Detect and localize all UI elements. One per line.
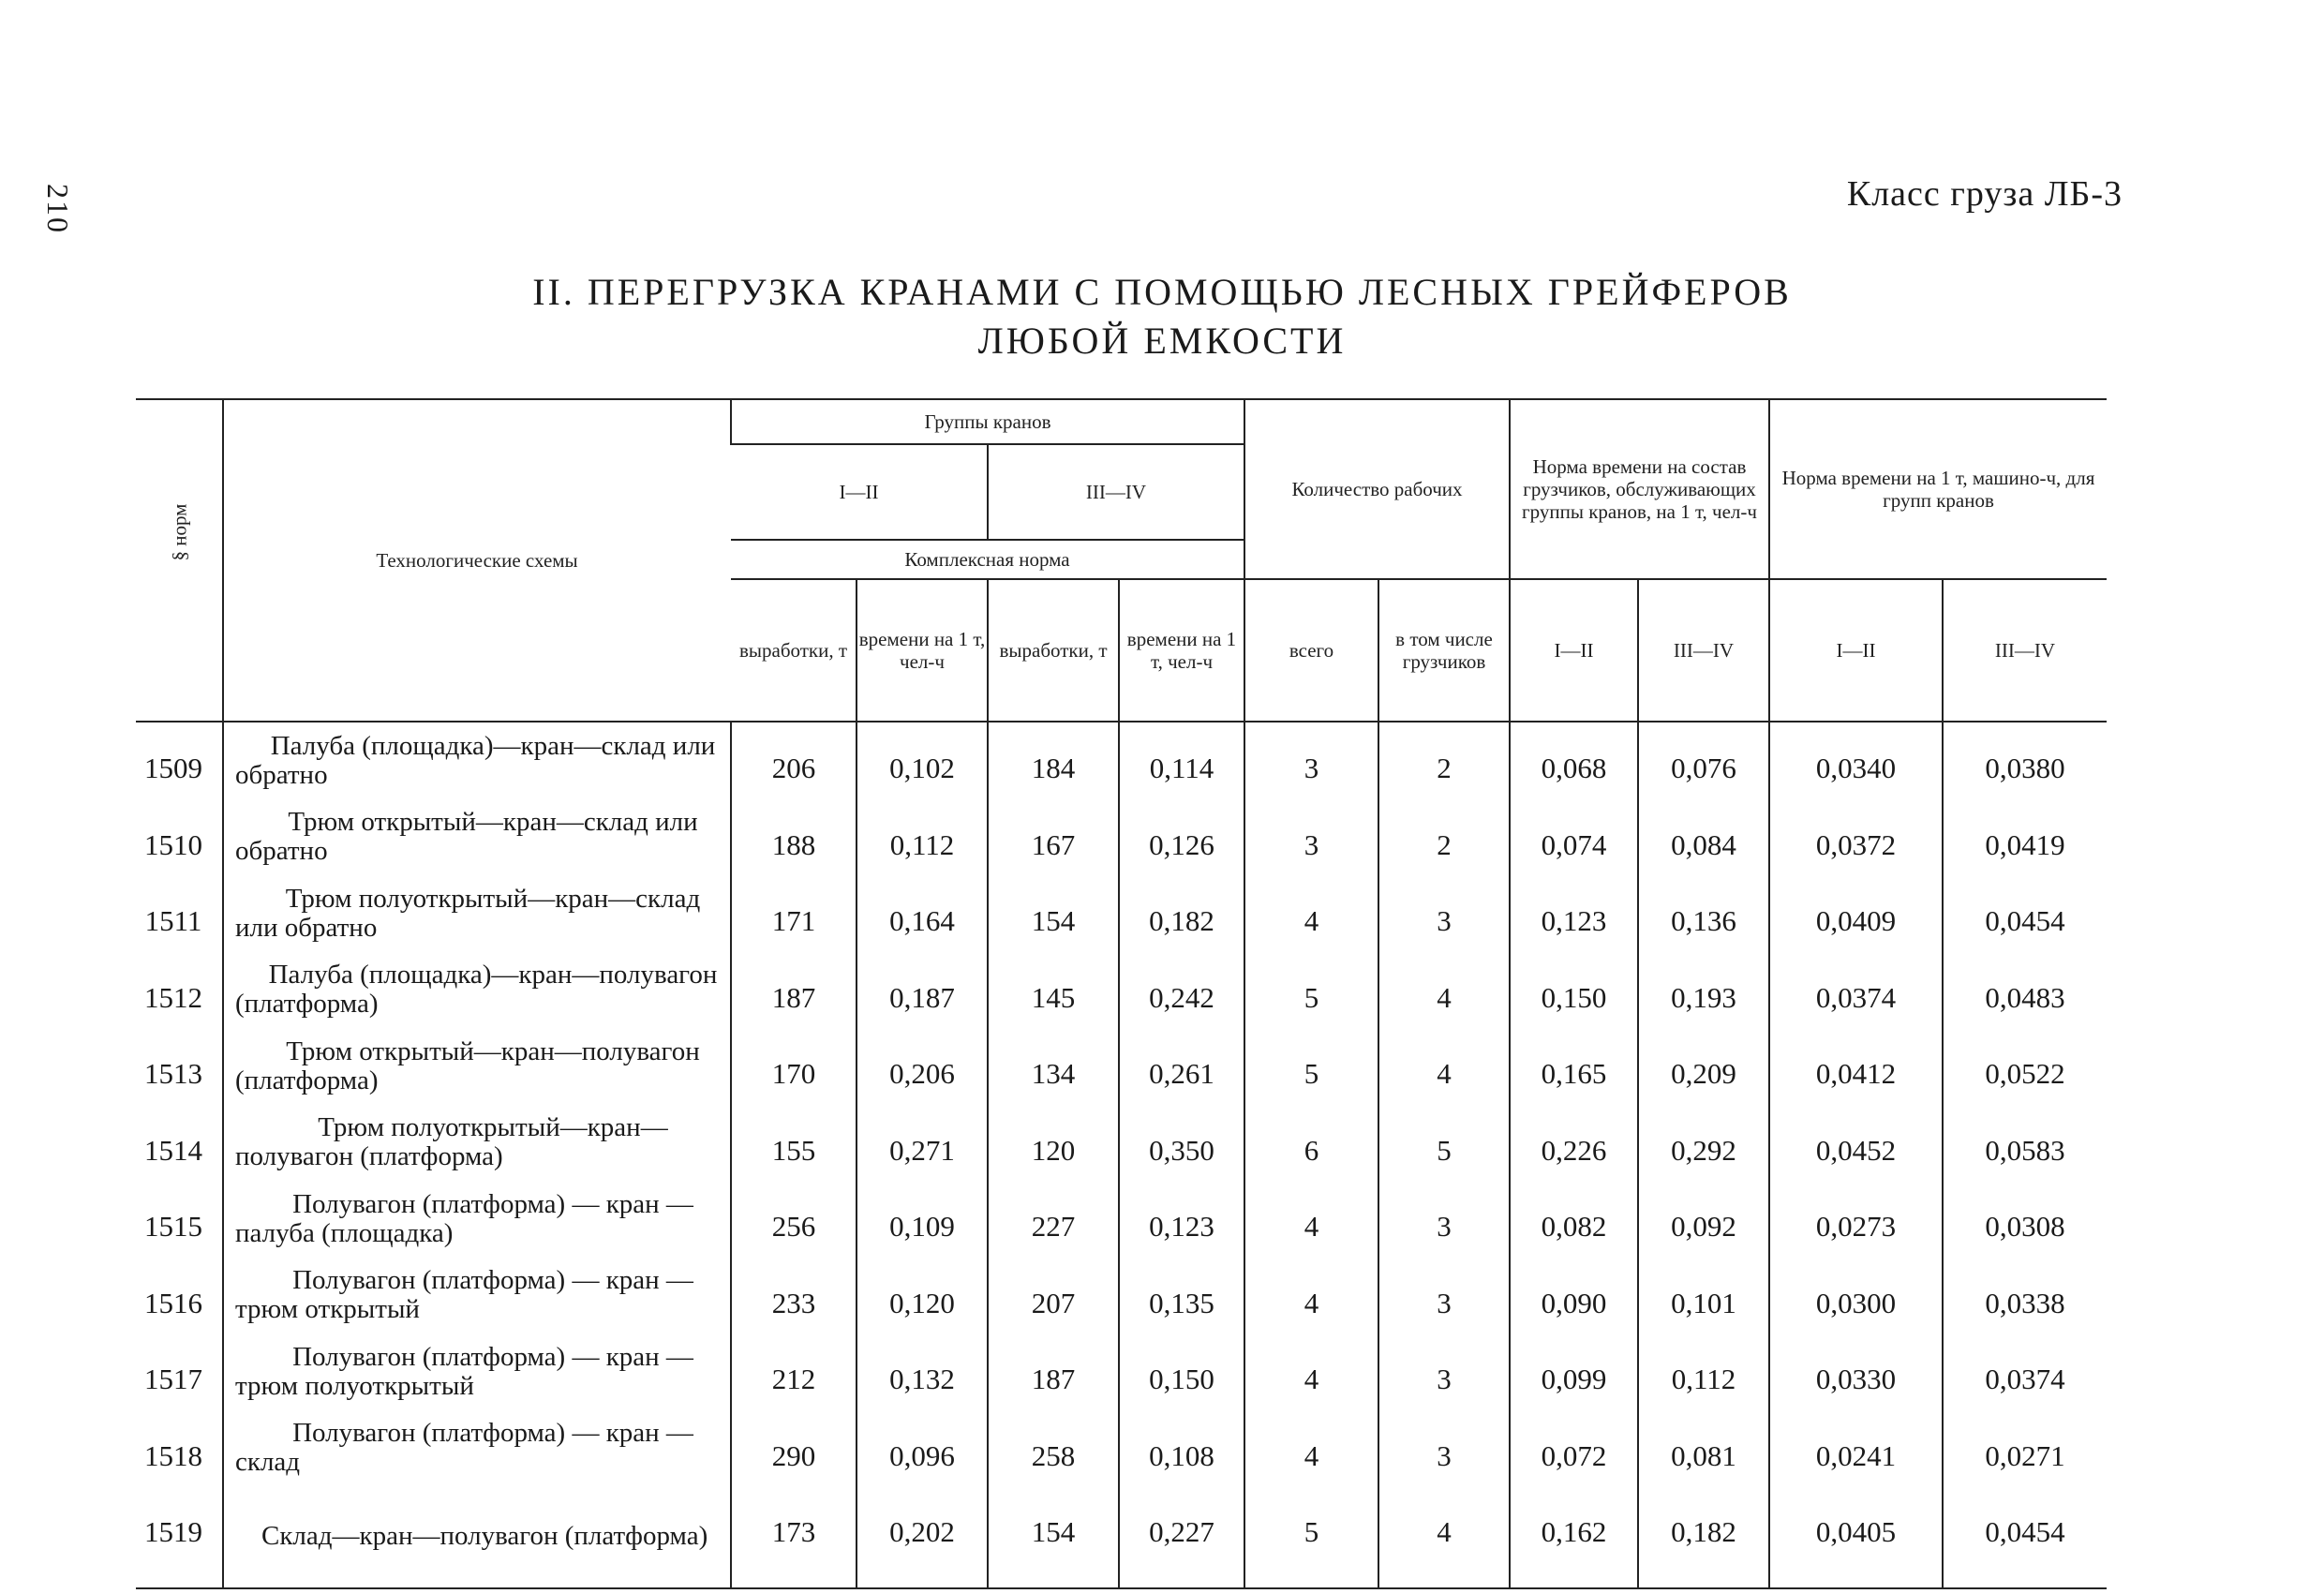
time-1-2: 0,096 [857,1410,988,1487]
norm-number: 1516 [144,1286,202,1319]
machine-time-3-4: 0,0454 [1943,875,2107,952]
workers-total-header: всего [1244,579,1378,722]
workers-total: 4 [1244,1258,1378,1334]
time-3-4: 0,182 [1119,875,1244,952]
machine-time-3-4: 0,0380 [1943,722,2107,799]
loader-time-1-2: 0,165 [1510,1028,1638,1105]
output-1-2: 187 [731,952,857,1029]
table-row [136,875,2107,952]
norm-number: 1518 [144,1438,202,1472]
schemes-header: Технологические схемы [223,399,731,722]
time-3-4: 0,126 [1119,799,1244,876]
workers-loaders: 4 [1378,952,1510,1029]
workers-total: 4 [1244,875,1378,952]
time-1-2: 0,164 [857,875,988,952]
time-3-4: 0,150 [1119,1333,1244,1410]
loader-time-3-4: 0,209 [1638,1028,1769,1105]
output-1-2: 188 [731,799,857,876]
norm-number: 1514 [144,1133,202,1167]
workers-loaders: 3 [1378,1181,1510,1258]
machine-time-1-2: 0,0273 [1769,1181,1943,1258]
scheme-cell: Полувагон (платформа) — кран — склад [223,1410,731,1487]
workers-loaders: 5 [1378,1105,1510,1182]
machine-time-1-2: 0,0405 [1769,1486,1943,1588]
page-number: 210 [41,184,75,234]
workers-loaders: 2 [1378,799,1510,876]
loader-time-1-2: 0,099 [1510,1333,1638,1410]
crane-group-1-2-header: I—II [731,444,988,540]
loader-time-3-4: 0,076 [1638,722,1769,799]
machine-time-1-2-header: I—II [1769,579,1943,722]
time-1-2: 0,202 [857,1486,988,1588]
loader-time-3-4: 0,081 [1638,1410,1769,1487]
norm-number: 1519 [144,1515,202,1549]
cargo-class-label: Класс груза ЛБ-3 [1846,174,2123,214]
machine-time-3-4-header: III—IV [1943,579,2107,722]
loader-time-1-2: 0,068 [1510,722,1638,799]
time-1-2: 0,109 [857,1181,988,1258]
workers-loaders-header: в том числе грузчиков [1378,579,1510,722]
workers-loaders: 3 [1378,875,1510,952]
table-row [136,1258,2107,1334]
time-3-4: 0,261 [1119,1028,1244,1105]
output-3-4: 154 [988,1486,1119,1588]
output-1-2: 173 [731,1486,857,1588]
machine-time-1-2: 0,0241 [1769,1410,1943,1487]
norm-number: 1509 [144,752,202,785]
machine-time-3-4: 0,0419 [1943,799,2107,876]
output-3-4: 120 [988,1105,1119,1182]
workers-total: 5 [1244,952,1378,1029]
machine-time-1-2: 0,0409 [1769,875,1943,952]
scheme-cell: Палуба (площадка)—кран—полувагон (платформа) [223,952,731,1029]
workers-total: 5 [1244,1486,1378,1588]
time-3-4: 0,227 [1119,1486,1244,1588]
machine-time-1-2: 0,0330 [1769,1333,1943,1410]
workers-total: 6 [1244,1105,1378,1182]
output-1-2: 206 [731,722,857,799]
complex-norm-header: Комплексная норма [731,540,1244,579]
table-row [136,1486,2107,1588]
loader-time-3-4: 0,193 [1638,952,1769,1029]
table-header [136,399,2107,722]
scheme-cell: Полувагон (платформа) — кран — трюм открытый [223,1258,731,1334]
output-1-2: 233 [731,1258,857,1334]
norm-number: 1511 [144,904,202,938]
time-3-4: 0,123 [1119,1181,1244,1258]
output-3-4: 184 [988,722,1119,799]
machine-time-1-2: 0,0300 [1769,1258,1943,1334]
norm-number: 1513 [144,1057,202,1091]
time-1-2: 0,187 [857,952,988,1029]
workers-loaders: 3 [1378,1333,1510,1410]
machine-time-1-2: 0,0372 [1769,799,1943,876]
output-1-2: 290 [731,1410,857,1487]
time-3-4: 0,242 [1119,952,1244,1029]
scheme-cell: Трюм полуоткрытый—кран—склад или обратно [223,875,731,952]
loader-time-1-2: 0,072 [1510,1410,1638,1487]
time-1-2: 0,271 [857,1105,988,1182]
output-3-4: 207 [988,1258,1119,1334]
table-row [136,799,2107,876]
scheme-cell: Полувагон (платформа) — кран — палуба (площадка) [223,1181,731,1258]
section-title-line-2: ЛЮБОЙ ЕМКОСТИ [977,320,1347,362]
time-3-4: 0,135 [1119,1258,1244,1334]
scheme-cell: Склад—кран—полувагон (платформа) [223,1486,731,1588]
workers-count-header: Количество рабочих [1244,399,1510,579]
machine-time-1-2: 0,0374 [1769,952,1943,1029]
output-1-2: 170 [731,1028,857,1105]
machine-time-3-4: 0,0454 [1943,1486,2107,1588]
machine-time-norm-header: Норма времени на 1 т, машино-ч, для групп кранов [1769,399,2107,579]
loader-time-1-2: 0,090 [1510,1258,1638,1334]
time-1-2: 0,112 [857,799,988,876]
norm-number-header: § норм [136,399,223,722]
output-3-4: 134 [988,1028,1119,1105]
table-row [136,1333,2107,1410]
machine-time-3-4: 0,0522 [1943,1028,2107,1105]
time-3-4: 0,350 [1119,1105,1244,1182]
output-3-4: 187 [988,1333,1119,1410]
table-row [136,722,2107,799]
workers-total: 4 [1244,1181,1378,1258]
time-1-2: 0,102 [857,722,988,799]
loader-time-3-4: 0,092 [1638,1181,1769,1258]
output-1-2: 171 [731,875,857,952]
output-3-4: 227 [988,1181,1119,1258]
workers-loaders: 3 [1378,1410,1510,1487]
norm-number: 1512 [144,980,202,1014]
machine-time-3-4: 0,0308 [1943,1181,2107,1258]
time-header-3-4: времени на 1 т, чел-ч [1119,579,1244,722]
loader-time-1-2: 0,123 [1510,875,1638,952]
loader-time-1-2-header: I—II [1510,579,1638,722]
table-row [136,1181,2107,1258]
machine-time-3-4: 0,0583 [1943,1105,2107,1182]
section-title-line-1: II. ПЕРЕГРУЗКА КРАНАМИ С ПОМОЩЬЮ ЛЕСНЫХ ГРЕЙФЕРОВ [532,271,1792,313]
output-3-4: 145 [988,952,1119,1029]
table-body [136,722,2107,1588]
loader-time-3-4-header: III—IV [1638,579,1769,722]
norm-number: 1510 [144,827,202,861]
loader-time-norm-header: Норма времени на состав грузчиков, обслуживающих группы кранов, на 1 т, чел-ч [1510,399,1769,579]
scheme-cell: Трюм открытый—кран—полувагон (платформа) [223,1028,731,1105]
scheme-cell: Полувагон (платформа) — кран — трюм полуоткрытый [223,1333,731,1410]
workers-total: 4 [1244,1410,1378,1487]
norm-number: 1517 [144,1363,202,1396]
workers-total: 3 [1244,799,1378,876]
table-row [136,952,2107,1029]
machine-time-3-4: 0,0483 [1943,952,2107,1029]
norms-table [136,398,2107,1589]
workers-loaders: 4 [1378,1486,1510,1588]
output-1-2: 212 [731,1333,857,1410]
machine-time-1-2: 0,0412 [1769,1028,1943,1105]
time-1-2: 0,120 [857,1258,988,1334]
scheme-cell: Палуба (площадка)—кран—склад или обратно [223,722,731,799]
loader-time-3-4: 0,136 [1638,875,1769,952]
loader-time-3-4: 0,112 [1638,1333,1769,1410]
loader-time-3-4: 0,084 [1638,799,1769,876]
workers-total: 4 [1244,1333,1378,1410]
loader-time-1-2: 0,082 [1510,1181,1638,1258]
machine-time-1-2: 0,0340 [1769,722,1943,799]
output-1-2: 155 [731,1105,857,1182]
time-1-2: 0,132 [857,1333,988,1410]
machine-time-3-4: 0,0338 [1943,1258,2107,1334]
output-3-4: 258 [988,1410,1119,1487]
loader-time-1-2: 0,150 [1510,952,1638,1029]
output-3-4: 154 [988,875,1119,952]
scheme-cell: Трюм полуоткрытый—кран—полувагон (платформа) [223,1105,731,1182]
scheme-cell: Трюм открытый—кран—склад или обратно [223,799,731,876]
time-1-2: 0,206 [857,1028,988,1105]
time-header-1-2: времени на 1 т, чел-ч [857,579,988,722]
machine-time-1-2: 0,0452 [1769,1105,1943,1182]
loader-time-1-2: 0,162 [1510,1486,1638,1588]
loader-time-1-2: 0,226 [1510,1105,1638,1182]
loader-time-3-4: 0,182 [1638,1486,1769,1588]
workers-loaders: 3 [1378,1258,1510,1334]
workers-total: 5 [1244,1028,1378,1105]
workers-total: 3 [1244,722,1378,799]
time-3-4: 0,114 [1119,722,1244,799]
output-header-3-4: выработки, т [988,579,1119,722]
crane-group-3-4-header: III—IV [988,444,1244,540]
table-row [136,1028,2107,1105]
time-3-4: 0,108 [1119,1410,1244,1487]
output-3-4: 167 [988,799,1119,876]
workers-loaders: 4 [1378,1028,1510,1105]
loader-time-3-4: 0,292 [1638,1105,1769,1182]
output-header-1-2: выработки, т [731,579,857,722]
table-row [136,1410,2107,1487]
workers-loaders: 2 [1378,722,1510,799]
loader-time-1-2: 0,074 [1510,799,1638,876]
table-row [136,1105,2107,1182]
crane-groups-header: Группы кранов [731,399,1244,444]
output-1-2: 256 [731,1181,857,1258]
loader-time-3-4: 0,101 [1638,1258,1769,1334]
machine-time-3-4: 0,0271 [1943,1410,2107,1487]
machine-time-3-4: 0,0374 [1943,1333,2107,1410]
norm-number: 1515 [144,1210,202,1244]
